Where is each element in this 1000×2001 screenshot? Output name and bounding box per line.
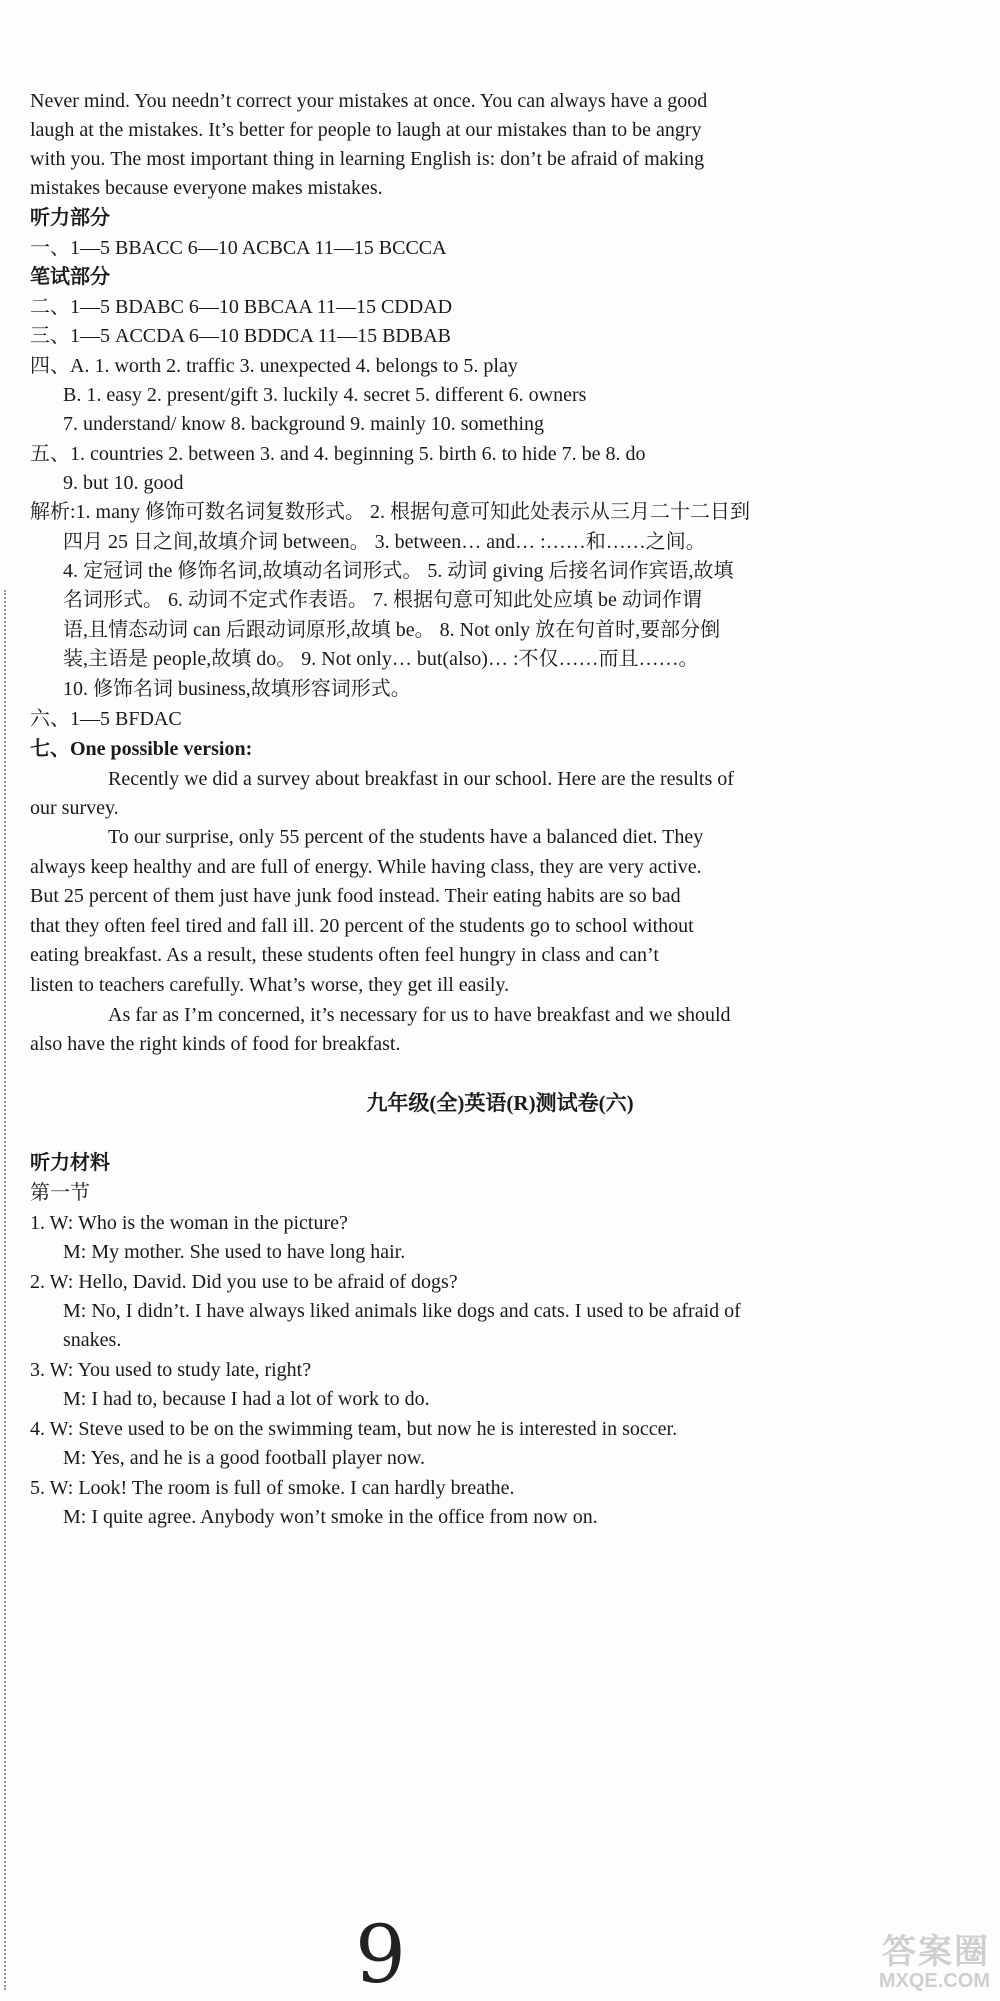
explanation-line: 4. 定冠词 the 修饰名词,故填动名词形式。 5. 动词 giving 后接名词作宾语,故填 xyxy=(63,560,734,582)
paragraph-line: with you. The most important thing in learning English is: don’t be afraid of making xyxy=(30,148,705,170)
section-heading-written: 笔试部分 xyxy=(30,266,110,288)
dialogue-line: 4. W: Steve used to be on the swimming team, but now he is interested in soccer. xyxy=(30,1418,678,1440)
explanation-line: 10. 修饰名词 business,故填形容词形式。 xyxy=(63,678,411,700)
essay-line: As far as I’m concerned, it’s necessary for us to have breakfast and we should xyxy=(108,1004,731,1026)
dialogue-line: 5. W: Look! The room is full of smoke. I can hardly breathe. xyxy=(30,1477,515,1499)
answer-line-6: 六、1—5 BFDAC xyxy=(30,708,182,730)
watermark-text: 答案圈 xyxy=(882,1933,990,1971)
answer-line-5b: 9. but 10. good xyxy=(63,472,184,494)
explanation-line: 装,主语是 people,故填 do。 9. Not only… but(also)… :不仅……而且……。 xyxy=(63,648,699,670)
essay-line: listen to teachers carefully. What’s worse, they get ill easily. xyxy=(30,974,510,996)
explanation-line: 四月 25 日之间,故填介词 between。 3. between… and… :……和……之间。 xyxy=(63,531,706,553)
answer-line-4b: B. 1. easy 2. present/gift 3. luckily 4. secret 5. different 6. owners xyxy=(63,384,587,406)
dialogue-line: M: No, I didn’t. I have always liked animals like dogs and cats. I used to be afraid of xyxy=(63,1300,741,1322)
essay-line: eating breakfast. As a result, these students often feel hungry in class and can’t xyxy=(30,944,659,966)
dialogue-line: M: My mother. She used to have long hair. xyxy=(63,1241,406,1263)
dialogue-line: 3. W: You used to study late, right? xyxy=(30,1359,312,1381)
essay-line: But 25 percent of them just have junk food instead. Their eating habits are so bad xyxy=(30,885,681,907)
answer-line-2: 二、1—5 BDABC 6—10 BBCAA 11—15 CDDAD xyxy=(30,296,453,318)
handwritten-page-number: 9 xyxy=(355,1908,406,2001)
essay-line: always keep healthy and are full of energy. While having class, they are very active. xyxy=(30,856,702,878)
explanation-line: 名词形式。 6. 动词不定式作表语。 7. 根据句意可知此处应填 be 动词作谓 xyxy=(63,589,702,611)
answer-line-4c: 7. understand/ know 8. background 9. mainly 10. something xyxy=(63,413,545,435)
section-heading-listening: 听力部分 xyxy=(30,207,110,229)
watermark-logo xyxy=(810,1934,990,1994)
explanation-line: 解析:1. many 修饰可数名词复数形式。 2. 根据句意可知此处表示从三月二十二日到 xyxy=(30,501,750,523)
explanation-line: 语,且情态动词 can 后跟动词原形,故填 be。 8. Not only 放在句首时,要部分倒 xyxy=(63,619,721,641)
section-heading-writing: 七、One possible version: xyxy=(30,738,253,760)
answer-line-5a: 五、1. countries 2. between 3. and 4. beginning 5. birth 6. to hide 7. be 8. do xyxy=(30,443,646,465)
dialogue-line: M: Yes, and he is a good football player now. xyxy=(63,1447,425,1469)
answer-line-4a: 四、A. 1. worth 2. traffic 3. unexpected 4. belongs to 5. play xyxy=(30,355,518,377)
dialogue-line: M: I had to, because I had a lot of work to do. xyxy=(63,1388,430,1410)
essay-line: also have the right kinds of food for breakfast. xyxy=(30,1033,401,1055)
answer-line-3: 三、1—5 ACCDA 6—10 BDDCA 11—15 BDBAB xyxy=(30,325,451,347)
paragraph-line: laugh at the mistakes. It’s better for people to laugh at our mistakes than to be angry xyxy=(30,119,702,141)
essay-line: our survey. xyxy=(30,797,119,819)
paragraph-line: mistakes because everyone makes mistakes. xyxy=(30,177,383,199)
dialogue-line: 1. W: Who is the woman in the picture? xyxy=(30,1212,348,1234)
dialogue-line: snakes. xyxy=(63,1329,122,1351)
test-title: 九年级(全)英语(R)测试卷(六) xyxy=(366,1091,634,1115)
answer-line-1: 一、1—5 BBACC 6—10 ACBCA 11—15 BCCCA xyxy=(30,237,447,259)
essay-line: that they often feel tired and fall ill. 20 percent of the students go to school without xyxy=(30,915,694,937)
dialogue-line: M: I quite agree. Anybody won’t smoke in the office from now on. xyxy=(63,1506,598,1528)
paragraph-line: Never mind. You needn’t correct your mistakes at once. You can always have a good xyxy=(30,90,708,112)
section-label: 第一节 xyxy=(30,1182,90,1204)
essay-line: To our surprise, only 55 percent of the students have a balanced diet. They xyxy=(108,826,704,848)
binding-margin-line xyxy=(4,590,8,1990)
section-heading-listening-material: 听力材料 xyxy=(30,1152,110,1174)
watermark-url: MXQE.COM xyxy=(878,1970,990,1992)
dialogue-line: 2. W: Hello, David. Did you use to be afraid of dogs? xyxy=(30,1271,458,1293)
essay-line: Recently we did a survey about breakfast in our school. Here are the results of xyxy=(108,768,734,790)
